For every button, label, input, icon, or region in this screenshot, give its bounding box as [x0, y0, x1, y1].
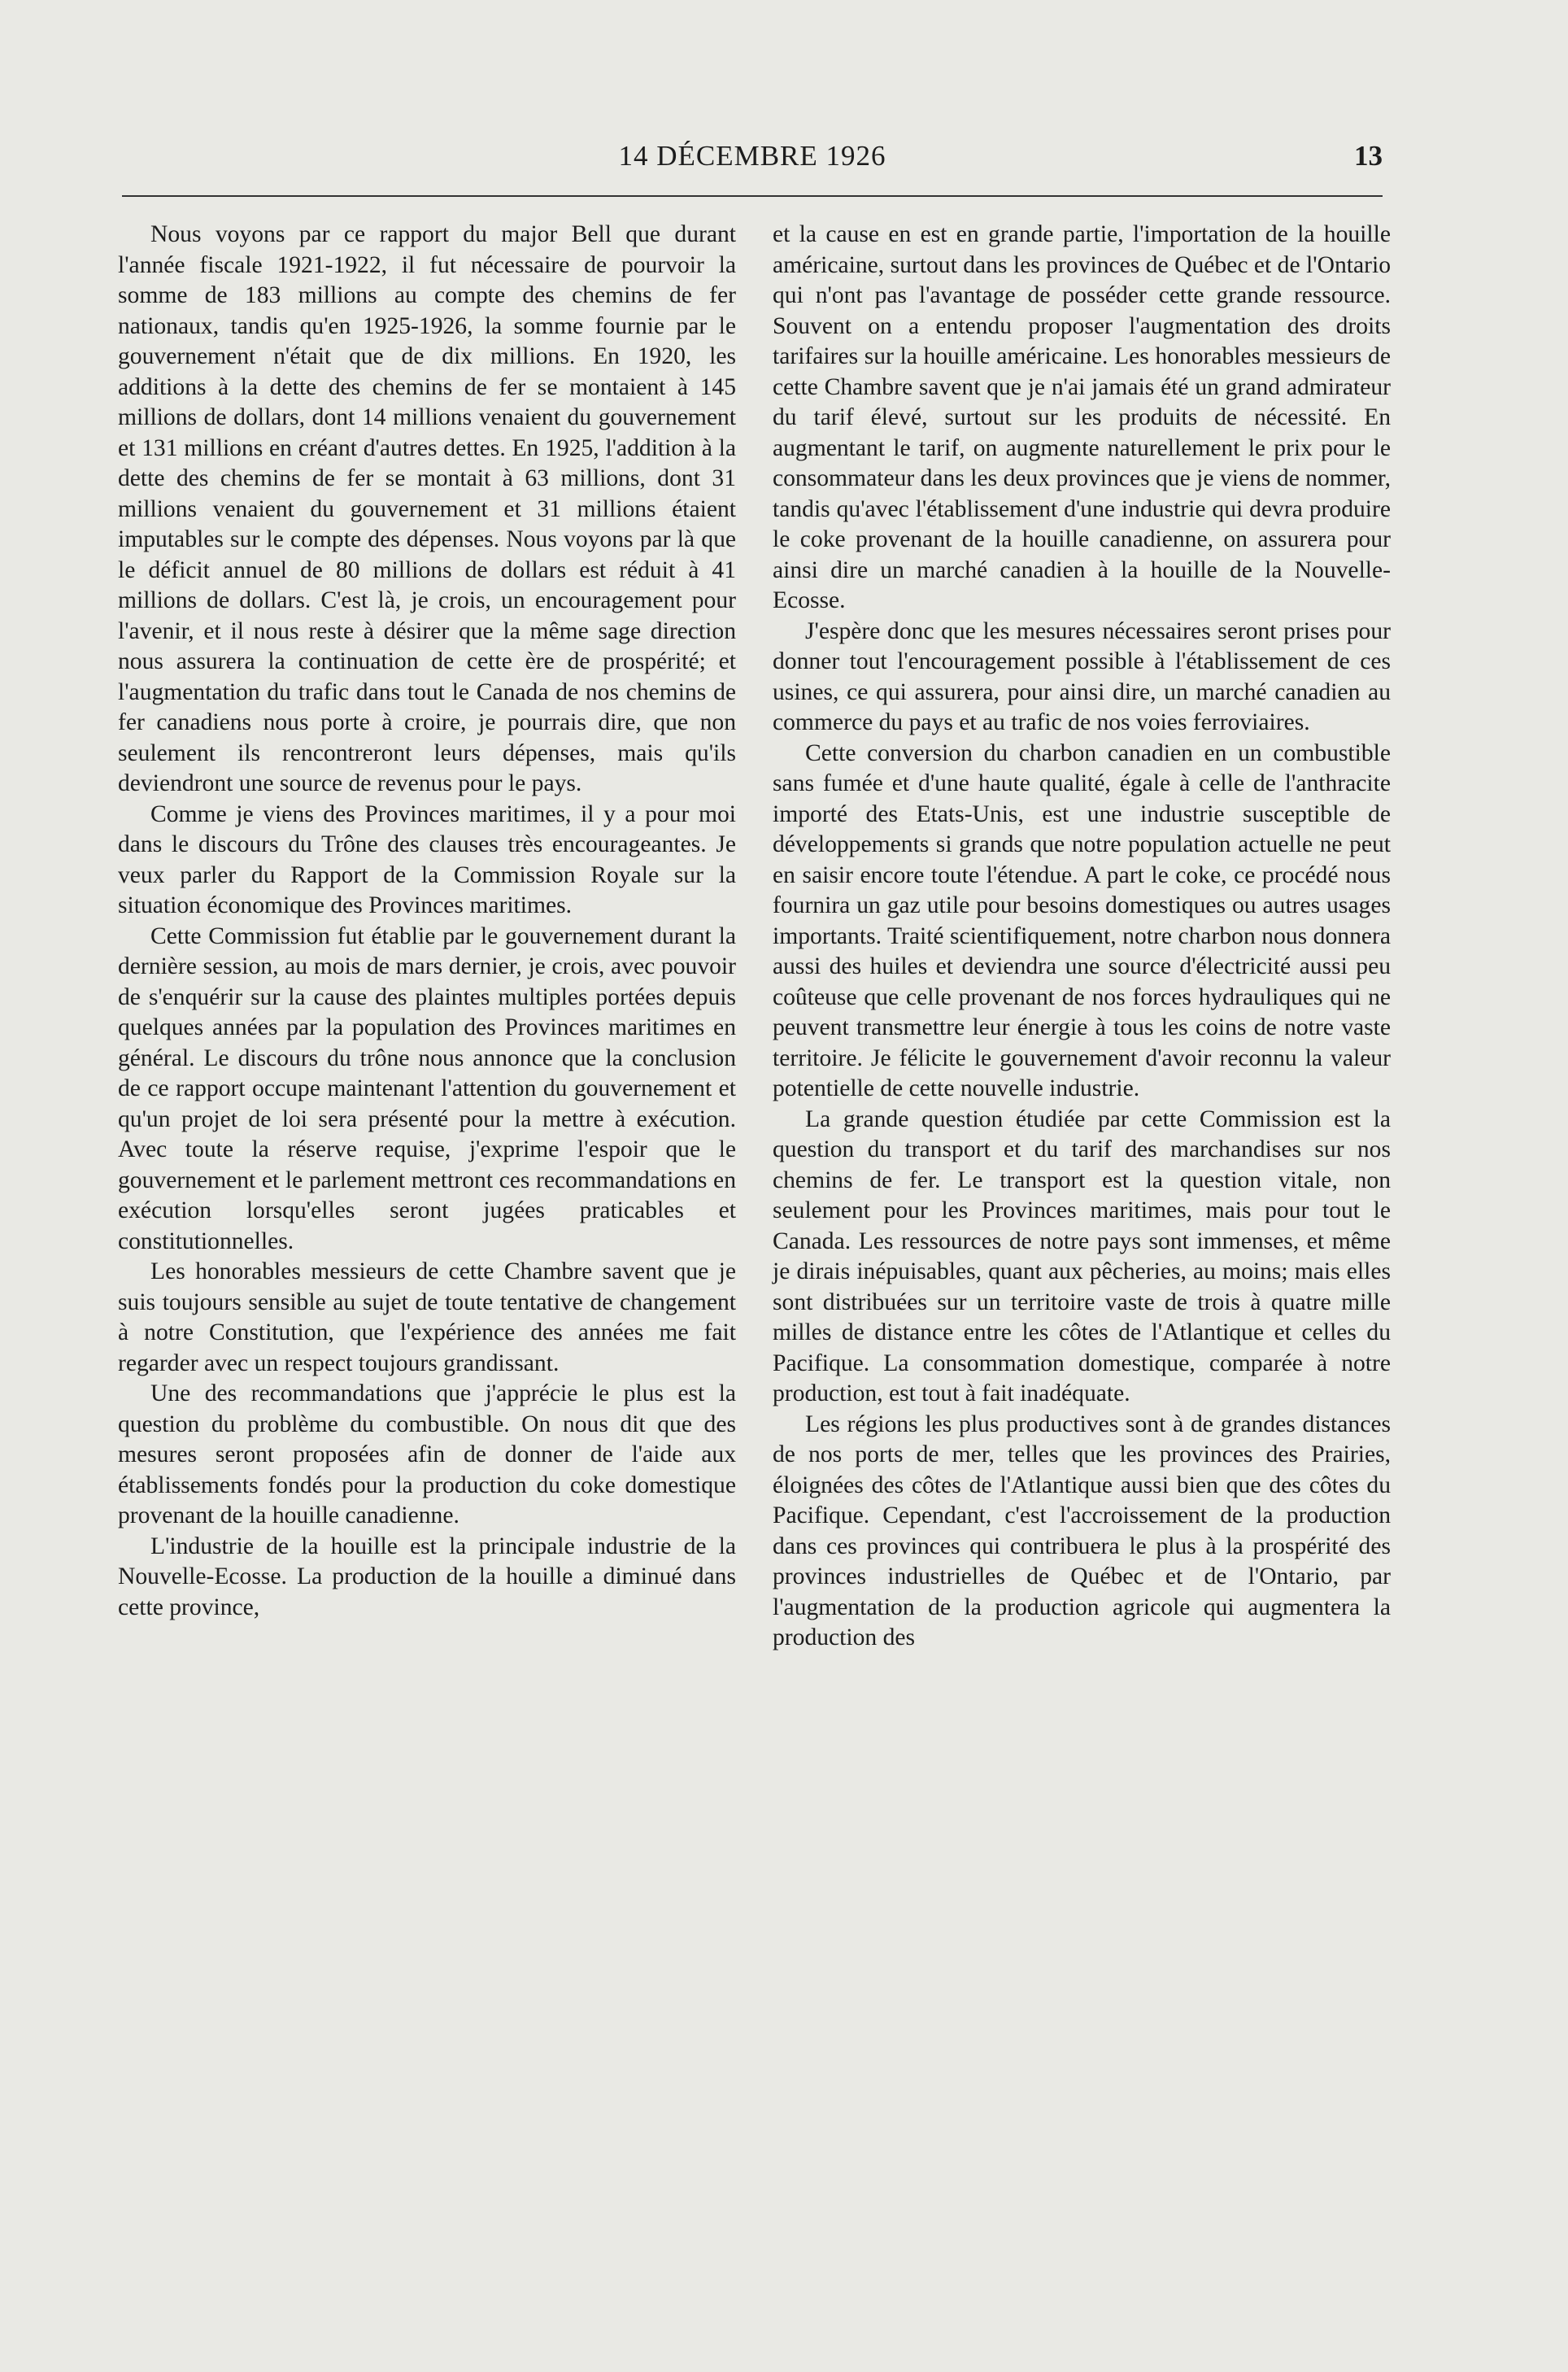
paragraph: J'espère donc que les mesures nécessaires seront prises pour donner tout l'encouragement possible à l'établissement de ces usines, ce qui assurera, pour ainsi dire, un marché canadien au commerce du pays et au trafic de nos voies ferroviaires. [773, 617, 1391, 735]
left-column [118, 220, 736, 1623]
paragraph: Les régions les plus productives sont à de grandes distances de nos ports de mer, telles que les provinces des Prairies, éloignées des côtes de l'Atlantique aussi bien que des côtes du Pacifique. Cependant, c'est l'accroissement de la production dans ces provinces qui contribuera le plus à la prospérité des provinces industrielles de Québec et de l'Ontario, par l'augmentation de la production agricole qui augmentera la production des [773, 1411, 1391, 1650]
paragraph: Nous voyons par ce rapport du major Bell que durant l'année fiscale 1921-1922, il fut nécessaire de pourvoir la somme de 183 millions au compte des chemins de fer nationaux, tandis qu'en 1925-1926, la somme fournie par le gouvernement n'était que de dix millions. En 1920, les additions à la dette des chemins de fer se montaient à 145 millions de dollars, dont 14 millions venaient du gouvernement et 131 millions en créant d'autres dettes. En 1925, l'addition à la dette des chemins de fer se montait à 63 millions, dont 31 millions venaient du gouvernement et 31 millions étaient imputables sur le compte des dépenses. Nous voyons par là que le déficit annuel de 80 millions de dollars est réduit à 41 millions de dollars. C'est là, je crois, un encouragement pour l'avenir, et il nous reste à désirer que la même sage direction nous assurera la continuation de cette ère de prospérité; et l'augmentation du trafic dans tout le Canada de nos chemins de fer canadiens nous porte à croire, je pourrais dire, que non seulement ils rencontreront leurs dépenses, mais qu'ils deviendront une source de revenus pour le pays. [118, 221, 736, 796]
paragraph: Cette conversion du charbon canadien en un combustible sans fumée et d'une haute qualité, égale à celle de l'anthracite importé des Etats-Unis, est une industrie susceptible de développements si grands que notre population actuelle ne peut en saisir encore toute l'étendue. A part le coke, ce procédé nous fournira un gaz utile pour besoins domestiques ou autres usages importants. Traité scientifiquement, notre charbon nous donnera aussi des huiles et deviendra une source d'électricité aussi peu coûteuse que celle provenant de nos forces hydrauliques qui ne peuvent transmettre leur énergie à tous les coins de notre vaste territoire. Je félicite le gouvernement d'avoir reconnu la valeur potentielle de cette nouvelle industrie. [773, 739, 1391, 1101]
page-header [122, 140, 1383, 189]
paragraph: Les honorables messieurs de cette Chambre savent que je suis toujours sensible au sujet de toute tentative de changement à notre Constitution, que l'expérience des années me fait regarder avec un respect toujours grandissant. [118, 1258, 736, 1376]
paragraph: Une des recommandations que j'apprécie le plus est la question du problème du combustible. On nous dit que des mesures seront proposées afin de donner de l'aide aux établissements fondés pour la production du coke domestique provenant de la houille canadienne. [118, 1380, 736, 1528]
paragraph: L'industrie de la houille est la principale industrie de la Nouvelle-Ecosse. La production de la houille a diminué dans cette province, [118, 1533, 736, 1620]
paragraph: La grande question étudiée par cette Commission est la question du transport et du tarif des marchandises sur nos chemins de fer. Le transport est la question vitale, non seulement pour les Provinces maritimes, mais pour tout le Canada. Les ressources de notre pays sont immenses, et même je dirais inépuisables, quant aux pêcheries, au moins; mais elles sont distribuées sur un territoire vaste de trois à quatre mille milles de distance entre les côtes de l'Atlantique et celles du Pacifique. La consommation domestique, comparée à notre production, est tout à fait inadéquate. [773, 1105, 1391, 1406]
paragraph-continued: et la cause en est en grande partie, l'importation de la houille américaine, surtout dans les provinces de Québec et de l'Ontario qui n'ont pas l'avantage de posséder cette grande ressource. Souvent on a entendu proposer l'augmentation des droits tarifaires sur la houille américaine. Les honorables messieurs de cette Chambre savent que je n'ai jamais été un grand admirateur du tarif élevé, surtout sur les produits de nécessité. En augmentant le tarif, on augmente naturellement le prix pour le consommateur dans les deux provinces que je viens de nommer, tandis qu'avec l'établissement d'une industrie qui devra produire le coke provenant de la houille canadienne, on assurera pour ainsi dire un marché canadien à la houille de la Nouvelle-Ecosse. [773, 221, 1391, 613]
page-number: 13 [1354, 140, 1383, 172]
page-date-heading: 14 DÉCEMBRE 1926 [618, 140, 886, 172]
right-column [773, 220, 1391, 1654]
header-rule [122, 195, 1383, 197]
paragraph: Comme je viens des Provinces maritimes, il y a pour moi dans le discours du Trône des clauses très encourageantes. Je veux parler du Rapport de la Commission Royale sur la situation économique des Provinces maritimes. [118, 800, 736, 918]
paragraph: Cette Commission fut établie par le gouvernement durant la dernière session, au mois de mars dernier, je crois, avec pouvoir de s'enquérir sur la cause des plaintes multiples portées depuis quelques années par la population des Provinces maritimes en général. Le discours du trône nous annonce que la conclusion de ce rapport occupe maintenant l'attention du gouvernement et qu'un projet de loi sera présenté pour la mettre à exécution. Avec toute la réserve requise, j'exprime l'espoir que le gouvernement et le parlement mettront ces recommandations en exécution lorsqu'elles seront jugées praticables et constitutionnelles. [118, 922, 736, 1254]
